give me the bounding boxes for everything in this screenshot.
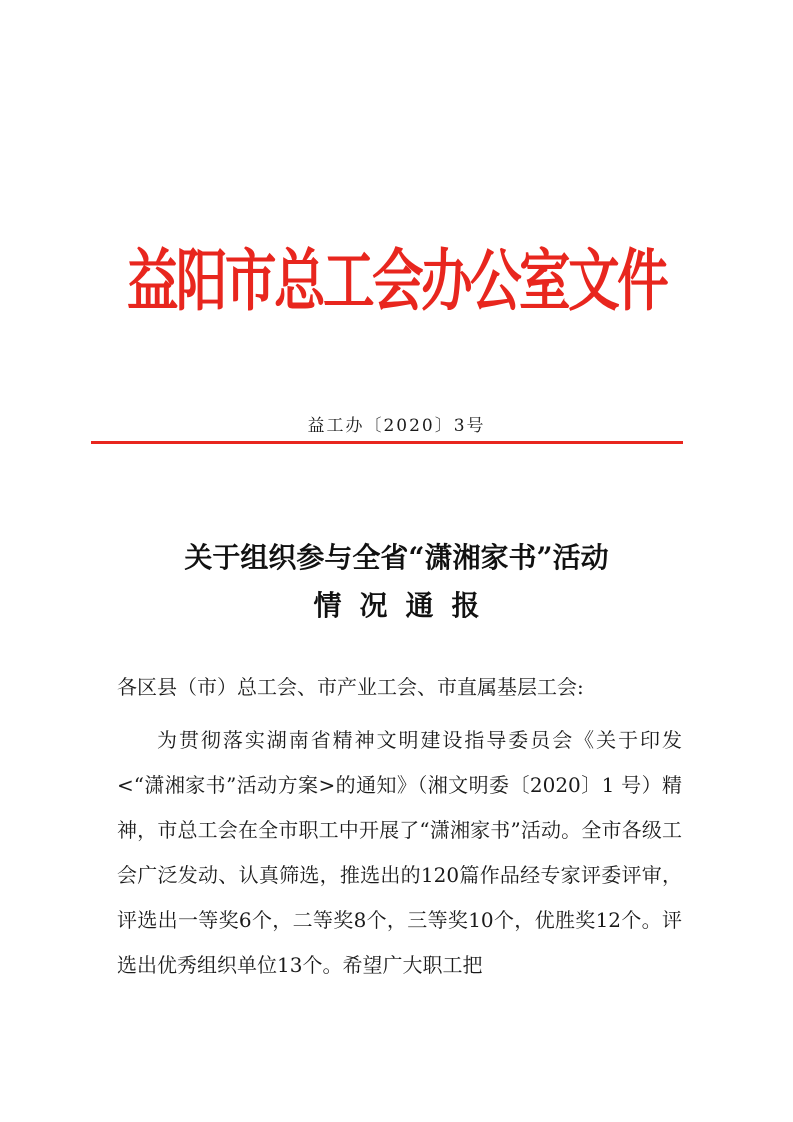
- body-paragraph: 为贯彻落实湖南省精神文明建设指导委员会《关于印发<“潇湘家书”活动方案>的通知》（湘文明委〔2020〕1 号）精神，市总工会在全市职工中开展了“潇湘家书”活动。全市各级工会广泛发动、认真筛选，推选出的120篇作品经专家评委评审，评选出一等奖6个，二等奖8个，三等奖10个，优胜奖12个。评选出优秀组织单位13个。希望广大职工把: [117, 728, 682, 977]
- notice-title-line-2: 情况通报: [313, 589, 498, 622]
- document-number: 益工办〔2020〕3号: [307, 416, 486, 436]
- masthead-title: 益阳市总工会办公室文件: [126, 242, 667, 321]
- red-divider-line: [91, 441, 683, 444]
- notice-title-line-1: 关于组织参与全省“潇湘家书”活动: [184, 541, 609, 574]
- salutation: 各区县（市）总工会、市产业工会、市直属基层工会:: [117, 675, 584, 699]
